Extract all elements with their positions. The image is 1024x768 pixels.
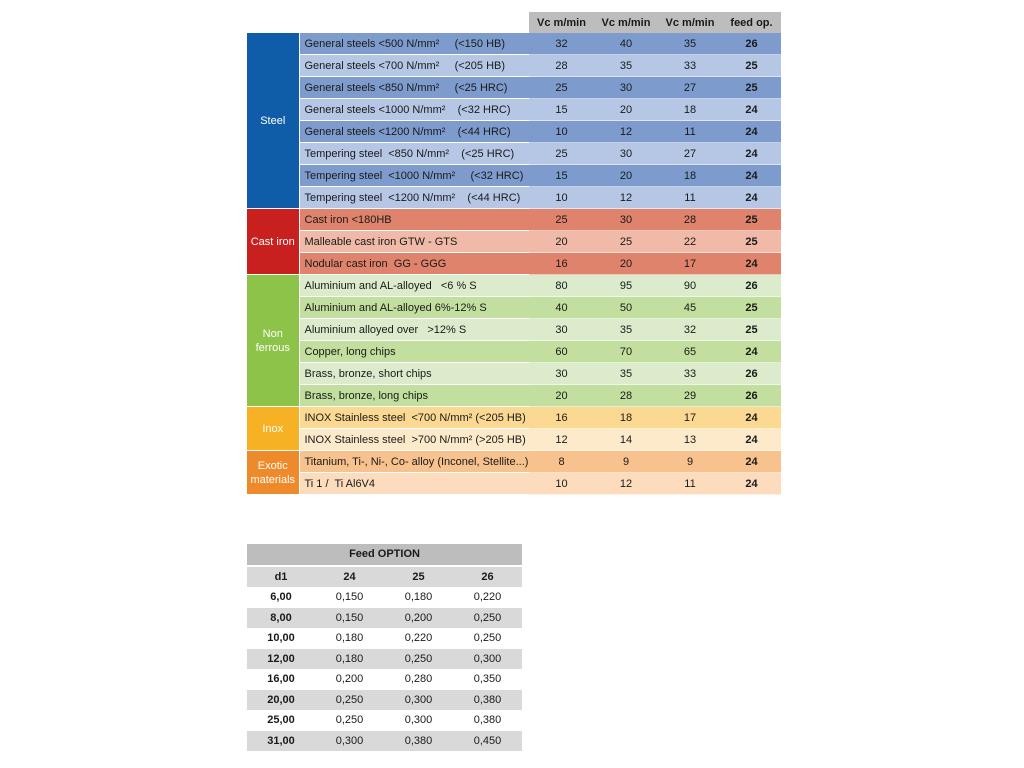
vc-value-1: 15 — [529, 99, 594, 121]
feed-option-value: 26 — [722, 33, 781, 55]
feed-table-header-row — [247, 566, 522, 588]
material-name: General steels <1000 N/mm² (<32 HRC) — [299, 99, 529, 121]
vc-value-1: 25 — [529, 77, 594, 99]
group-label-non-ferrous — [247, 275, 299, 407]
feed-value: 0,300 — [453, 649, 522, 670]
material-row — [247, 99, 781, 121]
vc-value-1: 8 — [529, 451, 594, 473]
material-name: Aluminium alloyed over >12% S — [299, 319, 529, 341]
material-row — [247, 165, 781, 187]
vc-value-3: 17 — [658, 407, 722, 429]
feed-option-value: 25 — [722, 297, 781, 319]
group-label-steel — [247, 33, 299, 209]
vc-value-2: 40 — [594, 33, 658, 55]
vc-value-1: 20 — [529, 231, 594, 253]
feed-value: 0,150 — [315, 608, 384, 629]
vc-value-3: 33 — [658, 55, 722, 77]
vc-value-1: 80 — [529, 275, 594, 297]
material-name: Ti 1 / Ti Al6V4 — [299, 473, 529, 495]
feed-value: 0,300 — [384, 690, 453, 711]
vc-value-3: 27 — [658, 143, 722, 165]
feed-value: 0,200 — [384, 608, 453, 629]
vc-value-1: 40 — [529, 297, 594, 319]
feed-value: 0,180 — [315, 649, 384, 670]
feed-option-table — [247, 544, 522, 751]
material-row — [247, 385, 781, 407]
vc-value-3: 17 — [658, 253, 722, 275]
feed-row — [247, 690, 522, 711]
speed-table-header-row — [247, 12, 781, 33]
group-label-line: Cast iron — [250, 235, 295, 248]
material-row — [247, 55, 781, 77]
group-label-exotic-materials — [247, 451, 299, 495]
vc-value-3: 18 — [658, 165, 722, 187]
group-label-cast-iron — [247, 209, 299, 275]
feed-option-value: 25 — [722, 209, 781, 231]
feed-option-value: 25 — [722, 77, 781, 99]
vc-value-1: 30 — [529, 319, 594, 341]
vc-value-2: 25 — [594, 231, 658, 253]
material-name: Brass, bronze, short chips — [299, 363, 529, 385]
material-name: Malleable cast iron GTW - GTS — [299, 231, 529, 253]
vc-value-2: 12 — [594, 121, 658, 143]
vc-value-3: 27 — [658, 77, 722, 99]
vc-value-2: 50 — [594, 297, 658, 319]
vc-value-2: 18 — [594, 407, 658, 429]
material-row — [247, 187, 781, 209]
vc-value-3: 33 — [658, 363, 722, 385]
feed-option-value: 26 — [722, 363, 781, 385]
material-name: Cast iron <180HB — [299, 209, 529, 231]
material-name: General steels <1200 N/mm² (<44 HRC) — [299, 121, 529, 143]
group-label-line: Non — [262, 327, 283, 340]
feed-option-value: 25 — [722, 319, 781, 341]
vc-value-1: 10 — [529, 187, 594, 209]
vc-value-3: 32 — [658, 319, 722, 341]
feed-value: 0,200 — [315, 669, 384, 690]
feed-value: 0,150 — [315, 587, 384, 608]
feed-value: 0,180 — [315, 628, 384, 649]
material-row — [247, 363, 781, 385]
feed-row — [247, 731, 522, 752]
feed-value: 0,220 — [384, 628, 453, 649]
material-name: Titanium, Ti-, Ni-, Co- alloy (Inconel, Stellite...) — [299, 451, 529, 473]
vc-value-2: 30 — [594, 143, 658, 165]
feed-value: 0,250 — [453, 628, 522, 649]
group-label-line: ferrous — [255, 341, 290, 354]
material-name: INOX Stainless steel >700 N/mm² (>205 HB) — [299, 429, 529, 451]
feed-option-value: 24 — [722, 187, 781, 209]
vc-value-3: 11 — [658, 121, 722, 143]
feed-col-d1: d1 — [247, 566, 315, 588]
vc-value-3: 22 — [658, 231, 722, 253]
feed-row — [247, 587, 522, 608]
material-row — [247, 231, 781, 253]
vc-value-1: 25 — [529, 209, 594, 231]
feed-option-value: 24 — [722, 253, 781, 275]
vc-value-1: 28 — [529, 55, 594, 77]
material-row — [247, 33, 781, 55]
material-name: General steels <850 N/mm² (<25 HRC) — [299, 77, 529, 99]
feed-value: 0,220 — [453, 587, 522, 608]
material-row — [247, 429, 781, 451]
diameter-value: 31,00 — [247, 731, 315, 752]
feed-value: 0,250 — [315, 690, 384, 711]
vc-value-3: 90 — [658, 275, 722, 297]
cutting-speed-table — [247, 12, 781, 495]
feed-value: 0,250 — [453, 608, 522, 629]
vc-value-3: 29 — [658, 385, 722, 407]
vc-value-2: 12 — [594, 187, 658, 209]
material-row — [247, 319, 781, 341]
material-row — [247, 341, 781, 363]
vc-value-1: 32 — [529, 33, 594, 55]
vc-value-2: 35 — [594, 363, 658, 385]
material-name: Tempering steel <850 N/mm² (<25 HRC) — [299, 143, 529, 165]
vc-value-3: 9 — [658, 451, 722, 473]
material-name: Brass, bronze, long chips — [299, 385, 529, 407]
material-row — [247, 297, 781, 319]
feed-option-value: 26 — [722, 275, 781, 297]
vc-value-1: 10 — [529, 473, 594, 495]
material-row — [247, 77, 781, 99]
material-name: Nodular cast iron GG - GGG — [299, 253, 529, 275]
material-row — [247, 451, 781, 473]
vc-value-1: 12 — [529, 429, 594, 451]
feed-value: 0,300 — [384, 710, 453, 731]
group-label-inox — [247, 407, 299, 451]
feed-option-value: 24 — [722, 407, 781, 429]
vc-value-2: 14 — [594, 429, 658, 451]
material-name: Tempering steel <1000 N/mm² (<32 HRC) — [299, 165, 529, 187]
vc-value-2: 95 — [594, 275, 658, 297]
diameter-value: 16,00 — [247, 669, 315, 690]
material-name: General steels <500 N/mm² (<150 HB) — [299, 33, 529, 55]
material-name: General steels <700 N/mm² (<205 HB) — [299, 55, 529, 77]
vc-value-3: 45 — [658, 297, 722, 319]
vc-value-1: 25 — [529, 143, 594, 165]
feed-col-26: 26 — [453, 566, 522, 588]
feed-value: 0,380 — [384, 731, 453, 752]
feed-value: 0,380 — [453, 710, 522, 731]
feed-option-value: 24 — [722, 99, 781, 121]
header-spacer — [247, 12, 529, 33]
material-row — [247, 473, 781, 495]
feed-col-24: 24 — [315, 566, 384, 588]
group-label-line: Inox — [262, 422, 284, 435]
feed-option-value: 24 — [722, 165, 781, 187]
material-row — [247, 209, 781, 231]
vc-value-2: 20 — [594, 253, 658, 275]
vc-value-1: 16 — [529, 253, 594, 275]
diameter-value: 25,00 — [247, 710, 315, 731]
feed-option-value: 24 — [722, 429, 781, 451]
diameter-value: 6,00 — [247, 587, 315, 608]
vc-value-2: 12 — [594, 473, 658, 495]
feed-table-title: Feed OPTION — [247, 544, 522, 566]
header-vc-1: Vc m/min — [529, 12, 594, 33]
material-row — [247, 407, 781, 429]
feed-row — [247, 628, 522, 649]
vc-value-3: 11 — [658, 473, 722, 495]
feed-value: 0,280 — [384, 669, 453, 690]
vc-value-2: 9 — [594, 451, 658, 473]
material-name: Aluminium and AL-alloyed 6%-12% S — [299, 297, 529, 319]
vc-value-2: 70 — [594, 341, 658, 363]
feed-option-value: 24 — [722, 451, 781, 473]
diameter-value: 12,00 — [247, 649, 315, 670]
feed-option-value: 24 — [722, 143, 781, 165]
group-label-line: materials — [250, 473, 296, 486]
header-vc-3: Vc m/min — [658, 12, 722, 33]
vc-value-3: 35 — [658, 33, 722, 55]
vc-value-3: 11 — [658, 187, 722, 209]
feed-row — [247, 669, 522, 690]
feed-option-value: 25 — [722, 55, 781, 77]
diameter-value: 20,00 — [247, 690, 315, 711]
feed-value: 0,250 — [315, 710, 384, 731]
feed-row — [247, 649, 522, 670]
header-feed-option: feed op. — [722, 12, 781, 33]
material-name: Copper, long chips — [299, 341, 529, 363]
vc-value-2: 20 — [594, 99, 658, 121]
vc-value-1: 30 — [529, 363, 594, 385]
feed-option-value: 25 — [722, 231, 781, 253]
feed-row — [247, 608, 522, 629]
material-row — [247, 121, 781, 143]
vc-value-1: 60 — [529, 341, 594, 363]
vc-value-1: 20 — [529, 385, 594, 407]
vc-value-3: 13 — [658, 429, 722, 451]
vc-value-2: 30 — [594, 77, 658, 99]
feed-value: 0,250 — [384, 649, 453, 670]
feed-col-25: 25 — [384, 566, 453, 588]
vc-value-1: 10 — [529, 121, 594, 143]
feed-row — [247, 710, 522, 731]
vc-value-2: 35 — [594, 55, 658, 77]
feed-value: 0,180 — [384, 587, 453, 608]
vc-value-3: 65 — [658, 341, 722, 363]
feed-option-value: 24 — [722, 341, 781, 363]
vc-value-2: 28 — [594, 385, 658, 407]
vc-value-1: 15 — [529, 165, 594, 187]
vc-value-2: 35 — [594, 319, 658, 341]
material-row — [247, 275, 781, 297]
vc-value-2: 20 — [594, 165, 658, 187]
feed-value: 0,450 — [453, 731, 522, 752]
header-vc-2: Vc m/min — [594, 12, 658, 33]
feed-value: 0,350 — [453, 669, 522, 690]
diameter-value: 8,00 — [247, 608, 315, 629]
material-row — [247, 143, 781, 165]
vc-value-3: 18 — [658, 99, 722, 121]
material-name: INOX Stainless steel <700 N/mm² (<205 HB) — [299, 407, 529, 429]
feed-value: 0,380 — [453, 690, 522, 711]
vc-value-1: 16 — [529, 407, 594, 429]
group-label-line: Steel — [260, 114, 286, 127]
vc-value-2: 30 — [594, 209, 658, 231]
diameter-value: 10,00 — [247, 628, 315, 649]
vc-value-3: 28 — [658, 209, 722, 231]
feed-option-value: 24 — [722, 473, 781, 495]
material-row — [247, 253, 781, 275]
feed-option-value: 24 — [722, 121, 781, 143]
material-name: Tempering steel <1200 N/mm² (<44 HRC) — [299, 187, 529, 209]
feed-value: 0,300 — [315, 731, 384, 752]
material-name: Aluminium and AL-alloyed <6 % S — [299, 275, 529, 297]
feed-option-value: 26 — [722, 385, 781, 407]
group-label-line: Exotic — [257, 459, 288, 472]
